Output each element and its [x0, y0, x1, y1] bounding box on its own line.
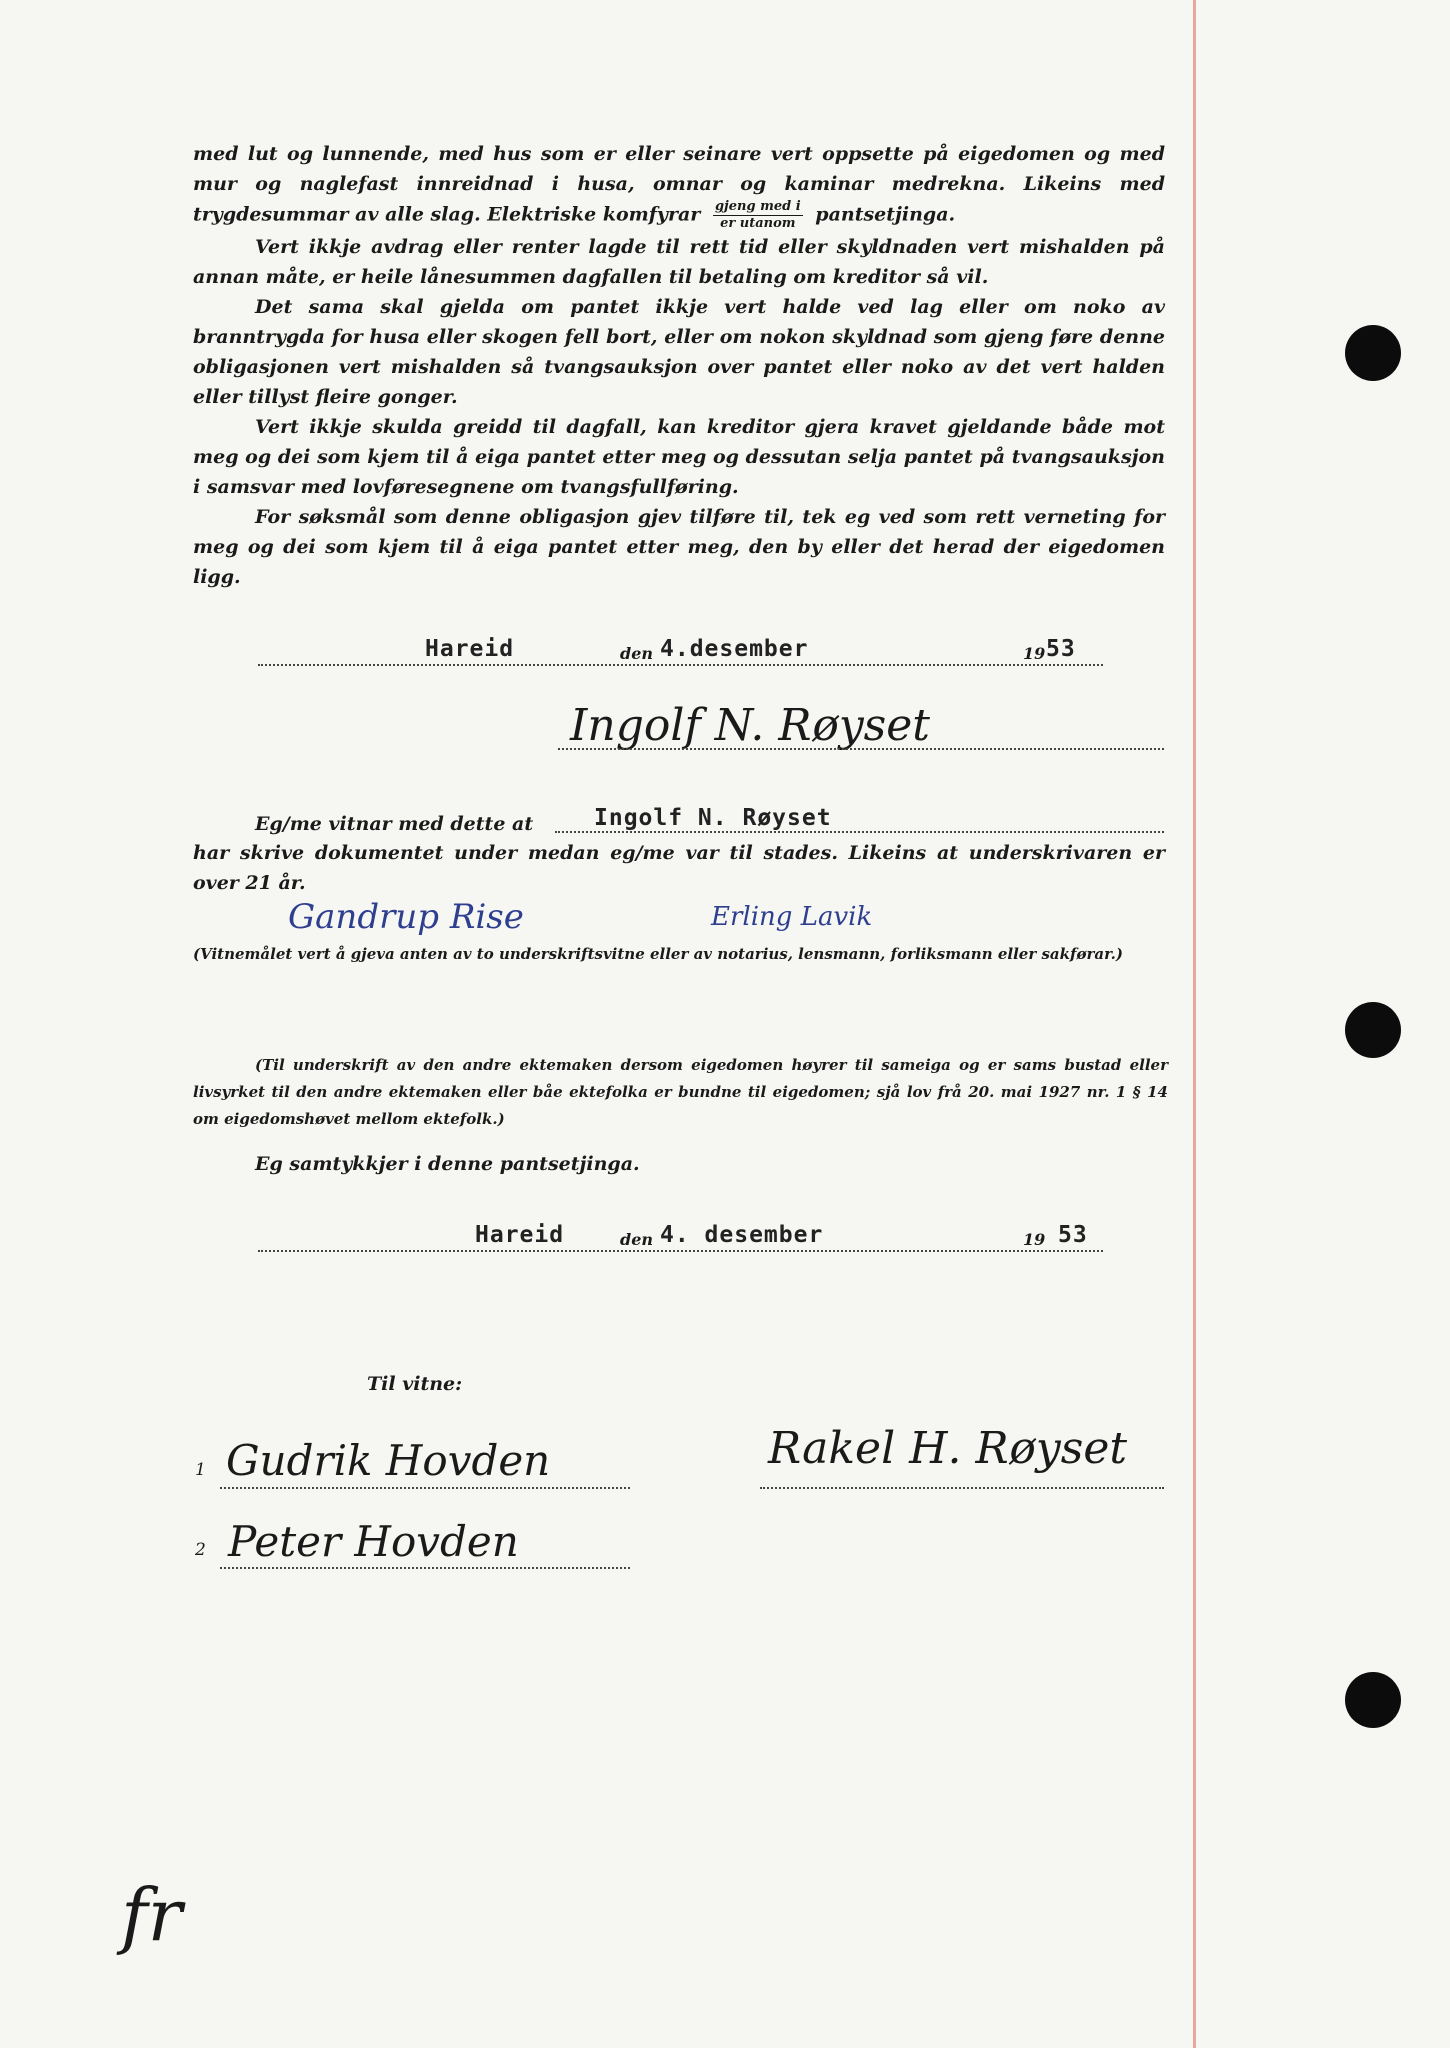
witness-typed-name: Ingolf N. Røyset	[594, 805, 832, 831]
witness1-dotted-line	[220, 1487, 630, 1489]
witness-signature-b-text: Erling Lavik	[711, 902, 873, 932]
spouse-signature-text: Rakel H. Røyset	[768, 1423, 1128, 1474]
komfyr-fraction	[713, 199, 803, 232]
witness-note: (Vitnemålet vert å gjeva anten av to underskriftsvitne eller av notarius, lensmann, forliksmann eller sakførar.)	[193, 945, 1123, 963]
witness-signature-b	[705, 880, 925, 950]
terms-text	[193, 139, 1165, 592]
margin-rule	[1193, 0, 1196, 2048]
spouse-dotted-line	[760, 1487, 1164, 1489]
date2-year-suffix: 53	[1058, 1222, 1088, 1248]
witness2-dotted-line	[220, 1567, 630, 1569]
witness-intro: Eg/me vitnar med dette at	[255, 813, 534, 835]
signature1-dotted-line	[558, 748, 1164, 750]
spouse-signature	[760, 1405, 1180, 1490]
witness-name-dotted-line	[555, 831, 1164, 833]
consent-text: Eg samtykkjer i denne pantsetjinga.	[255, 1153, 640, 1175]
margin-handwritten-mark	[115, 1850, 225, 1980]
date1-date: 4.desember	[660, 636, 809, 662]
signature-ingolf-text: Ingolf N. Røyset	[570, 700, 930, 751]
punch-hole-middle	[1345, 1002, 1401, 1058]
paragraph-2: Vert ikkje avdrag eller renter lagde til rett tid eller skyldnaden vert mishalden på annan måte, er heile lånesummen dagfallen til betaling om kreditor så vil.	[193, 236, 1165, 288]
spouse-note: (Til underskrift av den andre ektemaken dersom eigedomen høyrer til sameiga og er sams bustad eller livsyrket til den andre ektemaken eller båe ektefolka er bundne til eigedomen; sjå lov frå 20. mai 1927 nr. 1 § 14 om eigedomshøvet mellom ektefolk.)	[193, 1056, 1168, 1128]
date1-place: Hareid	[425, 636, 515, 662]
date1-year-prefix: 19	[1023, 644, 1046, 663]
margin-mark-text: fr	[121, 1873, 183, 1957]
date2-dotted-line	[258, 1250, 1103, 1252]
fraction-top: gjeng med i	[714, 199, 801, 214]
witness2-number: 2	[195, 1540, 206, 1560]
paragraph-5: For søksmål som denne obligasjon gjev tilføre til, tek eg ved som rett verneting for meg og dei som kjem til å eiga pantet etter meg, den by eller det herad der eigedomen ligg.	[193, 506, 1165, 588]
witness-signature-a-text: Gandrup Rise	[288, 897, 524, 937]
punch-hole-bottom	[1345, 1672, 1401, 1728]
witness2-signature-text: Peter Hovden	[228, 1517, 519, 1566]
date1-den-label: den	[620, 644, 653, 663]
date2-date: 4. desember	[660, 1222, 824, 1248]
date2-place: Hareid	[475, 1222, 565, 1248]
paragraph-1	[193, 139, 1165, 232]
til-vitne-label: Til vitne:	[367, 1373, 463, 1395]
punch-hole-top	[1345, 325, 1401, 381]
paragraph-4: Vert ikkje skulda greidd til dagfall, kan kreditor gjera kravet gjeldande både mot meg og dei som kjem til å eiga pantet etter meg og dessutan selja pantet på tvangsauksjon i samsvar med lovføresegnene om tvangsfullføring.	[193, 416, 1165, 498]
date2-den-label: den	[620, 1230, 653, 1249]
witness1-number: 1	[195, 1460, 206, 1480]
fraction-bottom: er utanom	[720, 216, 796, 231]
witness1-signature-text: Gudrik Hovden	[226, 1436, 551, 1485]
paragraph-1-text: med lut og lunnende, med hus som er eller seinare vert oppsette på eigedomen og med mur og naglefast innreidnad i husa, omnar og kaminar medrekna. Likeins med trygdesummar av alle slag. Elektriske komfyrar	[193, 143, 1165, 226]
witness-text: har skrive dokumentet under medan eg/me var til stades. Likeins at underskrivaren er over 21 år.	[193, 842, 1165, 894]
witness2-signature	[222, 1500, 642, 1575]
date2-year-prefix: 19	[1023, 1230, 1046, 1249]
witness1-signature	[220, 1420, 640, 1495]
paragraph-1-end: pantsetjinga.	[815, 203, 956, 226]
paragraph-3: Det sama skal gjelda om pantet ikkje vert halde ved lag eller om noko av branntrygda for husa eller skogen fell bort, eller om nokon skyldnad som gjeng føre denne obligasjonen vert mishalden så tvangsauksjon over pantet eller noko av det vert halden eller tillyst fleire gonger.	[193, 296, 1165, 408]
date1-dotted-line	[258, 664, 1103, 666]
date1-year-suffix: 53	[1046, 636, 1076, 662]
